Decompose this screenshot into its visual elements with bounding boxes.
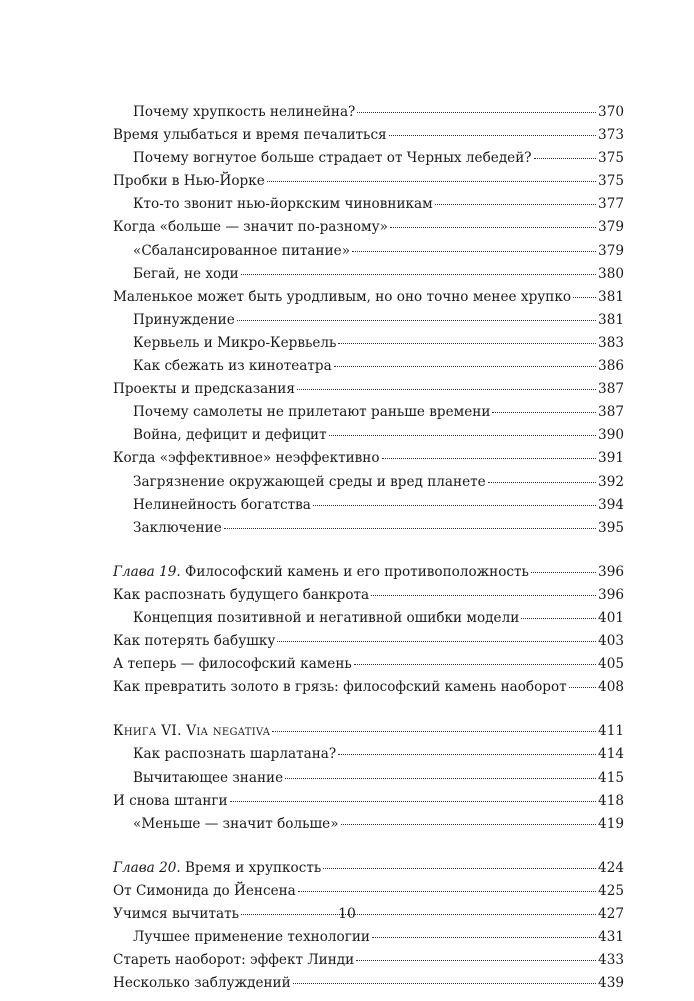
toc-entry-text: Лучшее применение технологии [133,929,370,946]
toc-section [113,561,624,700]
toc-page-number: 379 [598,219,624,236]
toc-page-number: 425 [598,882,624,899]
toc-entry-title [113,216,388,239]
toc-subentry [113,263,624,286]
toc-entry [113,447,624,470]
toc-entry [113,561,624,584]
toc-page-number: 396 [598,586,624,603]
toc-subentry [113,926,624,949]
dot-leader [237,320,596,321]
toc-entry-text: «Меньше — значит больше» [133,815,339,832]
dot-leader [569,687,596,688]
toc-page-number: 403 [598,633,624,650]
toc-entry-text: «Сбалансированное питание» [133,242,351,259]
toc-page-number: 392 [598,473,624,490]
toc-entry [113,720,624,743]
toc-entry-text: Бегай, не ходи [133,265,239,282]
toc-entry-text: Как распознать шарлатана? [133,746,337,763]
toc-entry-title [133,926,370,949]
toc-entry-title [113,447,380,470]
toc-entry-text: Как распознать будущего банкрота [113,586,370,603]
toc-subentry [113,607,624,630]
toc-subentry [113,767,624,790]
dot-leader [313,505,596,506]
toc-entry-title [113,378,295,401]
toc-page-number: 439 [598,975,624,992]
dot-leader [352,251,596,252]
toc-page-number: 375 [598,150,624,167]
dot-leader [285,778,596,779]
toc-subentry [113,494,624,517]
toc-entry-text: Когда «эффективное» неэффективно [113,450,380,467]
toc-page-number: 387 [598,381,624,398]
toc-entry-title [113,972,291,995]
page-number: 10 [338,906,356,922]
toc-entry-title [113,949,354,972]
toc-page-number: 387 [598,404,624,421]
toc-entry-title [133,743,336,766]
toc-entry-text: Почему самолеты не прилетают раньше времени [133,404,491,421]
dot-leader [573,297,596,298]
dot-leader [277,641,596,642]
toc-subentry [113,193,624,216]
toc-page-number: 390 [598,427,624,444]
dot-leader [272,731,596,732]
dot-leader [534,158,596,159]
toc-subentry [113,401,624,424]
toc-subentry [113,355,624,378]
toc-subentry [113,101,624,124]
toc-page-number: 379 [598,242,624,259]
toc-page-number: 419 [598,815,624,832]
toc-entry [113,584,624,607]
toc-page-number: 386 [598,358,624,375]
toc-entry-text: Кервьель и Микро-Кервьель [133,334,337,351]
toc-entry-text: От Симонида до Йенсена [113,882,296,899]
toc-entry-text: И снова штанги [113,792,228,809]
toc-page-number: 405 [598,656,624,673]
toc-entry-title [133,607,519,630]
dot-leader [293,983,596,984]
toc-entry-title [133,401,490,424]
toc-entry-title [113,676,567,699]
toc-subentry [113,813,624,836]
dot-leader [338,754,596,755]
toc-page-number: 414 [598,746,624,763]
toc-page-number: 383 [598,334,624,351]
toc-entry-text: Кто-то звонит нью-йоркским чиновникам [133,196,433,213]
dot-leader [224,528,596,529]
toc-entry-text: Стареть наоборот: эффект Линди [113,952,355,969]
dot-leader [357,112,596,113]
toc-page-number: 401 [598,609,624,626]
dot-leader [323,868,596,869]
toc-page-number: 375 [598,173,624,190]
toc-entry [113,286,624,309]
toc-entry-text: Когда «больше — значит по-разному» [113,219,388,236]
toc-subentry [113,517,624,540]
toc-entry [113,170,624,193]
toc-page-number: 381 [598,288,624,305]
toc-page-number: 431 [598,929,624,946]
toc-entry-title [113,630,275,653]
toc-entry-text: Вычитающее знание [133,769,284,786]
toc-entry [113,857,624,880]
toc-entry-text: Как потерять бабушку [113,633,276,650]
toc-entry-title [133,355,332,378]
dot-leader [389,135,596,136]
toc-entry-title [133,494,311,517]
dot-leader [356,960,596,961]
toc-page-number: 395 [598,519,624,536]
toc-section [113,720,624,835]
toc-entry-text: Почему вогнутое больше страдает от Черных лебедей? [133,150,532,167]
toc-page-number: 373 [598,127,624,144]
chapter-label: Глава 20. [113,859,181,876]
toc-entry-text: Концепция позитивной и негативной ошибки модели [133,609,520,626]
toc-entry-title [113,720,270,743]
toc-entry [113,630,624,653]
toc-page-number: 381 [598,311,624,328]
toc-entry-title [133,332,336,355]
toc-entry-text: Заключение [133,519,222,536]
toc-entry-title [133,517,222,540]
toc-entry-title [133,101,355,124]
toc-entry-text: Загрязнение окружающей среды и вред планете [133,473,486,490]
toc-entry [113,949,624,972]
dot-leader [521,618,596,619]
toc-entry-title [113,561,529,584]
toc-page-number: 433 [598,952,624,969]
toc-entry-title [133,471,486,494]
toc-entry-text: Война, дефицит и дефицит [133,427,327,444]
dot-leader [531,572,596,573]
dot-leader [354,664,596,665]
toc-entry-title [133,309,235,332]
toc-entry-title [133,813,339,836]
toc-subentry [113,471,624,494]
toc-page-number: 394 [598,496,624,513]
toc-entry-title [113,170,265,193]
toc-page-number: 427 [598,906,624,922]
dot-leader [488,482,596,483]
toc-section [113,857,624,996]
toc-entry-text: Нелинейность богатства [133,496,311,513]
toc-entry [113,653,624,676]
dot-leader [230,801,596,802]
dot-leader [334,366,596,367]
toc-entry [113,124,624,147]
toc-entry-text: Принуждение [133,311,235,328]
toc-entry-text: Как сбежать из кинотеатра [133,358,332,375]
toc-entry-title [133,263,239,286]
toc-subentry [113,743,624,766]
toc-entry-title [113,653,352,676]
toc-page-number: 418 [598,792,624,809]
toc-entry-title [133,424,327,447]
toc-page-number: 408 [598,679,624,696]
toc-subentry [113,332,624,355]
dot-leader [267,181,596,182]
toc-entry [113,378,624,401]
toc-entry-text: Как превратить золото в грязь: философский камень наоборот [113,679,567,696]
chapter-label: Глава 19. [113,563,181,580]
toc-entry-title [113,584,369,607]
toc-entry-text: Несколько заблуждений [113,975,291,992]
dot-leader [390,227,596,228]
toc-entry-text: А теперь — философский камень [113,656,352,673]
toc-page-number: 370 [598,104,624,120]
toc-entry-text: Пробки в Нью-Йорке [113,173,265,190]
toc-entry-text: Маленькое может быть уродливым, но оно точно менее хрупко [113,288,572,305]
dot-leader [241,274,596,275]
toc-entry-text: Проекты и предсказания [113,381,295,398]
toc-page-number: 377 [598,196,624,213]
toc-entry-title [133,767,283,790]
toc-page-number: 424 [598,859,624,876]
toc-subentry [113,240,624,263]
toc-section [113,101,624,540]
dot-leader [435,204,596,205]
toc-entry-title [133,240,350,263]
toc-entry-title [113,790,228,813]
toc-page-number: 391 [598,450,624,467]
toc-entry-text: Время и хрупкость [180,859,322,876]
toc-page-number: 396 [598,563,624,580]
toc-entry-title [113,286,571,309]
toc-entry-text: Время улыбаться и время печалиться [113,127,387,144]
dot-leader [341,824,597,825]
toc-entry [113,972,624,995]
toc-page-number: 411 [598,723,624,740]
toc-page-number: 415 [598,769,624,786]
toc-entry [113,880,624,903]
toc-entry-title [113,880,296,903]
toc-entry [113,676,624,699]
dot-leader [298,891,596,892]
dot-leader [382,458,596,459]
toc-entry [113,790,624,813]
toc-entry-title [133,147,532,170]
toc-entry-title [113,857,321,880]
dot-leader [372,937,596,938]
table-of-contents [113,101,624,995]
toc-subentry [113,147,624,170]
dot-leader [371,595,596,596]
dot-leader [338,343,596,344]
dot-leader [297,389,596,390]
toc-entry-text: Философский камень и его противоположность [180,563,529,580]
toc-subentry [113,424,624,447]
dot-leader [329,435,596,436]
toc-entry [113,216,624,239]
toc-subentry [113,309,624,332]
dot-leader [492,412,596,413]
toc-entry-text: Почему хрупкость нелинейна? [133,104,356,120]
toc-entry-title [133,193,433,216]
toc-entry-title [113,124,387,147]
toc-entry-text: Учимся вычитать [113,906,240,922]
toc-page-number: 380 [598,265,624,282]
toc-entry-text: Книга VI. Via negativa [113,723,271,740]
